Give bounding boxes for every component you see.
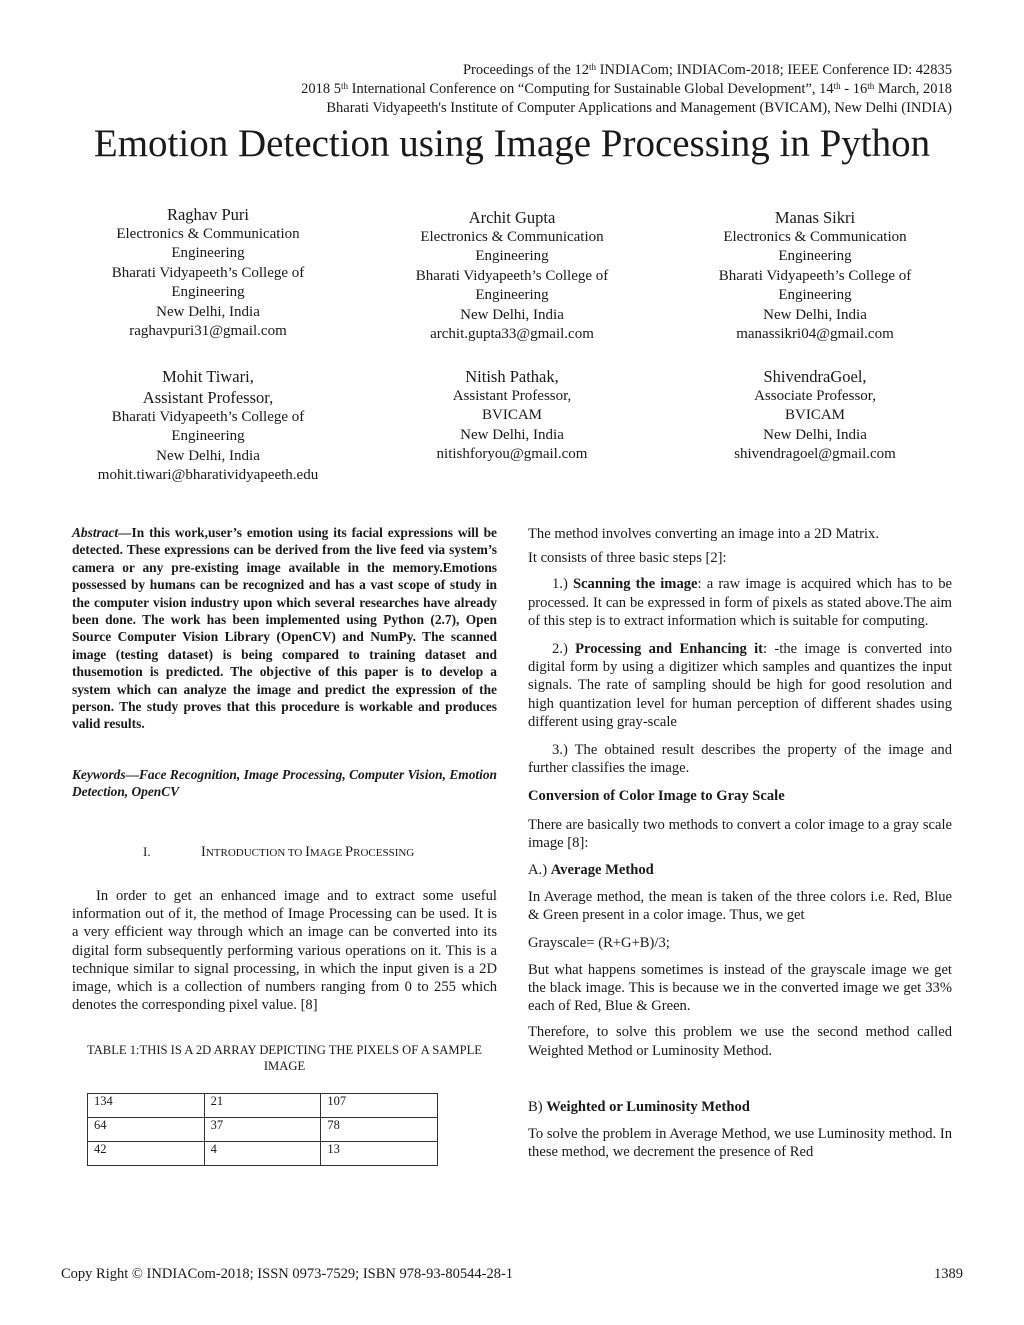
- author-block: Manas Sikri Electronics & Communication Engineering Bharati Vidyapeeth’s College of Engineering New Delhi, India manassikri04@gmail.com: [665, 207, 965, 344]
- table-cell: 42: [88, 1142, 205, 1166]
- table-cell: 37: [204, 1118, 321, 1142]
- keywords: Keywords—Face Recognition, Image Processing, Computer Vision, Emotion Detection, OpenCV: [72, 767, 497, 800]
- table-row: [88, 1118, 438, 1142]
- paragraph: In Average method, the mean is taken of the three colors i.e. Red, Blue & Green present in a color image. Thus, we get: [528, 889, 952, 924]
- pixel-table: [87, 1093, 438, 1166]
- author-name: Manas Sikri: [774, 208, 856, 227]
- abstract-label: Abstract—: [72, 525, 132, 540]
- author-name: Raghav Puri: [166, 205, 250, 224]
- footer-copyright: Copy Right © INDIACom-2018; ISSN 0973-7529; ISBN 978-93-80544-28-1: [61, 1266, 514, 1282]
- formula: Grayscale= (R+G+B)/3;: [528, 934, 670, 951]
- author-email: mohit.tiwari@bharatividyapeeth.edu: [97, 467, 319, 484]
- step-3: 3.) The obtained result describes the property of the image and further classifies the image.: [528, 742, 952, 777]
- paragraph: It consists of three basic steps [2]:: [528, 550, 727, 567]
- paragraph: But what happens sometimes is instead of the grayscale image we get the black image. This is because we in the converted image we get 33% each of Red, Blue & Green.: [528, 961, 952, 1015]
- table-caption: TABLE 1:THIS IS A 2D ARRAY DEPICTING THE PIXELS OF A SAMPLE IMAGE: [87, 1043, 482, 1073]
- intro-paragraph: In order to get an enhanced image and to extract some useful information out of it, the method of Image Processing can be used. It is a very efficient way through which an image can be converted into its digital form subsequently performing various operations on it. This is a technique similar to signal processing, in which the input given is a 2D image, which is a collection of numbers ranging from 0 to 255 which denotes the corresponding pixel value. [8]: [72, 888, 497, 1014]
- author-email: raghavpuri31@gmail.com: [129, 323, 287, 340]
- conference-header-line-2: 2018 5th International Conference on “Computing for Sustainable Global Development”, 14th - 16th March, 2018: [301, 81, 952, 97]
- author-name: ShivendraGoel,: [763, 367, 867, 386]
- section-heading: INTRODUCTION TO IMAGE PROCESSING: [201, 844, 415, 860]
- subheading: A.) Average Method: [528, 862, 654, 879]
- abstract: Abstract—In this work,user’s emotion using its facial expressions will be detected. These expressions can be derived from the live feed via system’s camera or any pre-existing image available in the memory.Emotions possessed by humans can be recognized and has a vast scope of study in the computer vision industry upon which several researches have already been done. The work has been implemented using Python (2.7), Open Source Computer Vision Library (OpenCV) and NumPy. The scanned image (testing dataset) is being compared to training dataset and thusemotion is predicted. The objective of this paper is to develop a system which can analyze the image and predict the expression of the person. The study proves that this procedure is workable and produces valid results.: [72, 525, 497, 732]
- author-block: ShivendraGoel, Associate Professor, BVICAM New Delhi, India shivendragoel@gmail.com: [665, 366, 965, 465]
- table-cell: 64: [88, 1118, 205, 1142]
- table-cell: 78: [321, 1118, 438, 1142]
- right-column: [528, 525, 952, 1161]
- paper-title: Emotion Detection using Image Processing in Python: [93, 122, 931, 165]
- subheading: Conversion of Color Image to Gray Scale: [528, 788, 785, 805]
- table-cell: 107: [321, 1094, 438, 1118]
- table-cell: 4: [204, 1142, 321, 1166]
- step-2: 2.) Processing and Enhancing it: -the image is converted into digital form by using a digitizer which samples and quantizes the input signals. The rate of sampling should be high for good resolution and high quantization level for human perception of different shades using different using gray-scale: [528, 641, 952, 730]
- paragraph: There are basically two methods to convert a color image to a gray scale image [8]:: [528, 816, 952, 851]
- step-1: 1.) Scanning the image: a raw image is acquired which has to be processed. It can be expressed in form of pixels as stated above.The aim of this step is to extract information which is suitable for computing.: [528, 576, 952, 629]
- author-email: shivendragoel@gmail.com: [734, 446, 896, 463]
- conference-header-line-3: Bharati Vidyapeeth's Institute of Computer Applications and Management (BVICAM), New Delhi (INDIA): [326, 100, 952, 116]
- author-name: Archit Gupta: [468, 208, 556, 227]
- author-email: manassikri04@gmail.com: [736, 326, 894, 343]
- table-cell: 21: [204, 1094, 321, 1118]
- author-email: archit.gupta33@gmail.com: [430, 326, 594, 343]
- author-name: Nitish Pathak,: [465, 367, 559, 386]
- section-number: I.: [143, 844, 151, 859]
- paragraph: To solve the problem in Average Method, we use Luminosity method. In these method, we decrement the presence of Red: [528, 1126, 952, 1161]
- table-row: [88, 1142, 438, 1166]
- page-number: 1389: [934, 1266, 963, 1282]
- author-block: Raghav Puri Electronics & Communication Engineering Bharati Vidyapeeth’s College of Engineering New Delhi, India raghavpuri31@gmail.com: [58, 204, 358, 341]
- table-cell: 13: [321, 1142, 438, 1166]
- author-block: Nitish Pathak, Assistant Professor, BVICAM New Delhi, India nitishforyou@gmail.com: [362, 366, 662, 465]
- author-name: Mohit Tiwari,: [162, 367, 254, 386]
- author-email: nitishforyou@gmail.com: [436, 446, 588, 463]
- conference-header-line-1: Proceedings of the 12th INDIACom; INDIACom-2018; IEEE Conference ID: 42835: [462, 62, 952, 78]
- table-row: [88, 1094, 438, 1118]
- table-cell: 134: [88, 1094, 205, 1118]
- paragraph: Therefore, to solve this problem we use the second method called Weighted Method or Luminosity Method.: [528, 1024, 952, 1059]
- author-block: Archit Gupta Electronics & Communication Engineering Bharati Vidyapeeth’s College of Engineering New Delhi, India archit.gupta33@gmail.com: [362, 207, 662, 344]
- paragraph: The method involves converting an image into a 2D Matrix.: [528, 526, 879, 542]
- author-block: Mohit Tiwari, Assistant Professor, Bharati Vidyapeeth’s College of Engineering New Delhi, India mohit.tiwari@bharatividyapeeth.edu: [58, 366, 358, 486]
- subheading: B) Weighted or Luminosity Method: [528, 1098, 750, 1115]
